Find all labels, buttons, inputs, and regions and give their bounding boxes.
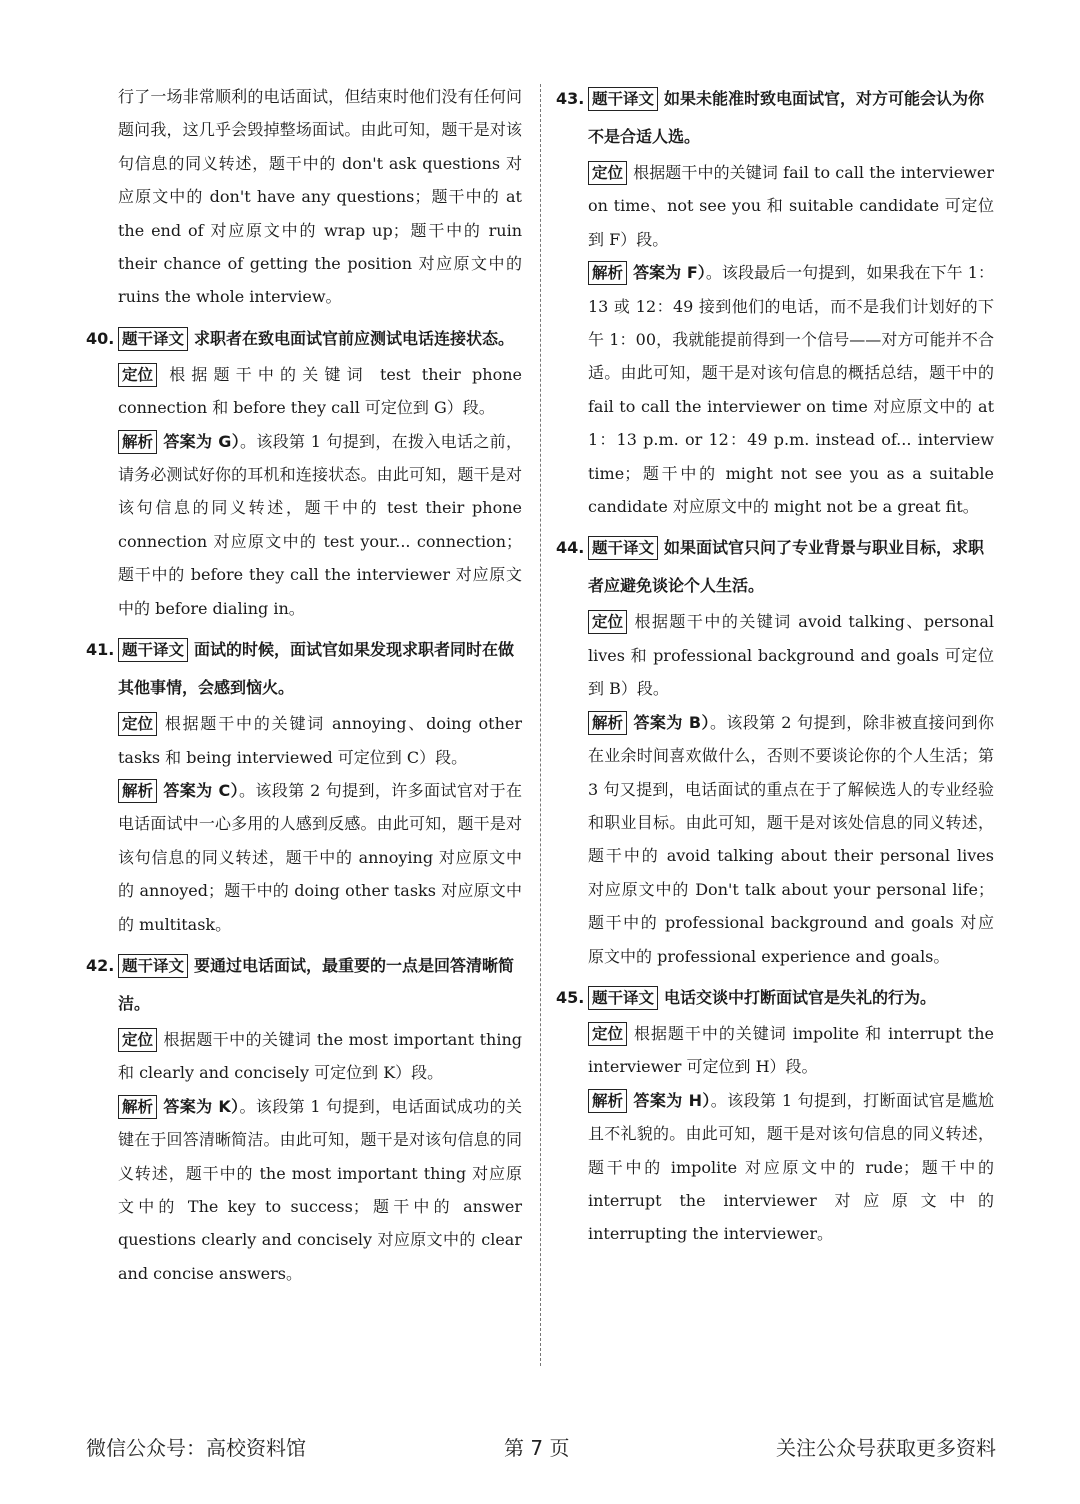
question-translation-line (588, 80, 994, 156)
question-number: 45. (556, 987, 585, 1007)
analysis-tag: 解析 (588, 1089, 627, 1113)
locate-line (588, 156, 994, 256)
question-translation-line (118, 320, 522, 358)
translation-tag: 题干译文 (118, 327, 188, 351)
locate-line (588, 605, 994, 705)
question-43 (556, 80, 994, 523)
question-translation-line (118, 947, 522, 1023)
question-translation: 面试的时候，面试官如果发现求职者同时在做其他事情，会感到恼火。 (118, 640, 515, 698)
locate-text: 根据题干中的关键词 test their phone connection 和 before they call 可定位到 G）段。 (118, 364, 522, 418)
footer-wechat-account: 微信公众号：高校资料馆 (86, 1436, 306, 1460)
page-footer (86, 1432, 996, 1462)
question-translation: 电话交谈中打断面试官是失礼的行为。 (664, 987, 937, 1007)
question-translation: 如果未能准时致电面试官，对方可能会认为你不是合适人选。 (588, 89, 985, 146)
answer-label: 答案为 K） (163, 1096, 240, 1116)
locate-tag: 定位 (118, 1028, 157, 1052)
locate-tag: 定位 (588, 1022, 627, 1046)
analysis-text: 。该段第 2 句提到，许多面试官对于在电话面试中一心多用的人感到反感。由此可知，题干是对该句信息的同义转述，题干中的 annoying 对应原文中的 annoyed；题干中的 doing other tasks 对应原文中的 multitask。 (118, 780, 522, 934)
translation-tag: 题干译文 (118, 638, 188, 662)
analysis-text: 。该段第 1 句提到，电话面试成功的关键在于回答清晰简洁。由此可知，题干是对该句信息的同义转述，题干中的 the most important thing 对应原文中的 The key to success；题干中的 answer questions clearly and concisely 对应原文中的 clear and concise answers。 (118, 1096, 522, 1283)
locate-tag: 定位 (588, 161, 627, 185)
locate-tag: 定位 (118, 363, 157, 387)
question-number: 44. (556, 538, 585, 558)
analysis-text: 。该段最后一句提到，如果我在下午 1：13 或 12：49 接到他们的电话，而不是我们计划好的下午 1：00，我就能提前得到一个信号——对方可能并不合适。由此可知，题干是对该句信息的概括总结，题干中的 fail to call the interviewer on time 对应原文中的 at 1：13 p.m. or 12：49 p.m. instead of... interview time；题干中的 might not see you as a suitable candidate 对应原文中的 might not be a great fit。 (588, 263, 994, 517)
analysis-line (118, 1090, 522, 1290)
analysis-line (588, 256, 994, 523)
question-translation-line (118, 631, 522, 707)
question-41 (86, 631, 522, 941)
locate-text: 根据题干中的关键词 impolite 和 interrupt the interviewer 可定位到 H）段。 (588, 1023, 994, 1077)
translation-tag: 题干译文 (588, 536, 658, 560)
question-number: 41. (86, 640, 115, 660)
analysis-tag: 解析 (118, 779, 157, 803)
locate-line (118, 1023, 522, 1090)
question-translation-line (588, 979, 994, 1017)
analysis-line (588, 706, 994, 973)
footer-follow-note: 关注公众号获取更多资料 (776, 1436, 996, 1460)
answer-label: 答案为 F） (633, 263, 706, 283)
question-translation-line (588, 529, 994, 605)
question-44 (556, 529, 994, 972)
locate-text: 根据题干中的关键词 the most important thing 和 clearly and concisely 可定位到 K）段。 (118, 1029, 522, 1083)
locate-text: 根据题干中的关键词 annoying、doing other tasks 和 being interviewed 可定位到 C）段。 (118, 714, 522, 767)
column-divider (540, 84, 541, 1366)
page-number: 第 7 页 (504, 1436, 570, 1460)
answer-label: 答案为 B） (633, 712, 710, 732)
locate-line (118, 358, 522, 425)
question-45 (556, 979, 994, 1251)
analysis-line (118, 774, 522, 941)
translation-tag: 题干译文 (588, 87, 658, 111)
locate-tag: 定位 (118, 712, 157, 736)
analysis-tag: 解析 (118, 1095, 157, 1119)
question-40 (86, 320, 522, 625)
question-translation: 要通过电话面试，最重要的一点是回答清晰简洁。 (118, 955, 515, 1013)
answer-label: 答案为 G） (163, 431, 241, 451)
answer-label: 答案为 H） (633, 1090, 711, 1110)
translation-tag: 题干译文 (118, 954, 188, 978)
analysis-tag: 解析 (588, 711, 627, 735)
locate-text: 根据题干中的关键词 avoid talking、personal lives 和 professional background and goals 可定位到 B）段。 (588, 612, 994, 699)
locate-tag: 定位 (588, 610, 627, 634)
question-translation: 如果面试官只问了专业背景与职业目标，求职者应避免谈论个人生活。 (588, 538, 985, 596)
question-number: 43. (556, 89, 585, 108)
analysis-tag: 解析 (588, 261, 627, 285)
locate-line (588, 1017, 994, 1084)
question-number: 40. (86, 328, 115, 348)
analysis-tag: 解析 (118, 430, 157, 454)
question-42 (86, 947, 522, 1290)
question-number: 42. (86, 955, 115, 975)
analysis-text: 。该段第 1 句提到，打断面试官是尴尬且不礼貌的。由此可知，题干是对该句信息的同义转述，题干中的 impolite 对应原文中的 rude；题干中的 interrupt the interviewer 对应原文中的 interrupting the interviewer。 (588, 1090, 994, 1244)
analysis-line (588, 1084, 994, 1251)
locate-line (118, 707, 522, 774)
answer-label: 答案为 C） (163, 780, 240, 800)
translation-tag: 题干译文 (588, 986, 658, 1010)
continued-paragraph: 行了一场非常顺利的电话面试，但结束时他们没有任何问题问我，这几乎会毁掉整场面试。由此可知，题干是对该句信息的同义转述，题干中的 don't ask questions 对应原文中的 don't have any questions；题干中的 at the end of 对应原文中的 wrap up；题干中的 ruin their chance of getting the position 对应原文中的 ruins the whole interview。 (118, 87, 522, 307)
question-translation: 求职者在致电面试官前应测试电话连接状态。 (194, 328, 515, 348)
locate-text: 根据题干中的关键词 fail to call the interviewer on time、not see you 和 suitable candidate 可定位到 F）段。 (588, 163, 994, 249)
analysis-text: 。该段第 1 句提到，在拨入电话之前，请务必测试好你的耳机和连接状态。由此可知，题干是对该句信息的同义转述，题干中的 test their phone connection 对应原文中的 test your... connection；题干中的 before they call the interviewer 对应原文中的 before dialing in。 (118, 431, 522, 618)
analysis-line (118, 425, 522, 625)
left-column (86, 80, 522, 1290)
analysis-text: 。该段第 2 句提到，除非被直接问到你在业余时间喜欢做什么，否则不要谈论你的个人生活；第 3 句又提到，电话面试的重点在于了解候选人的专业经验和职业目标。由此可知，题干是对该处信息的同义转述，题干中的 avoid talking about their personal lives 对应原文中的 Don't talk about your personal life；题干中的 professional background and goals 对应原文中的 professional experience and goals。 (588, 712, 994, 966)
right-column (556, 80, 994, 1251)
